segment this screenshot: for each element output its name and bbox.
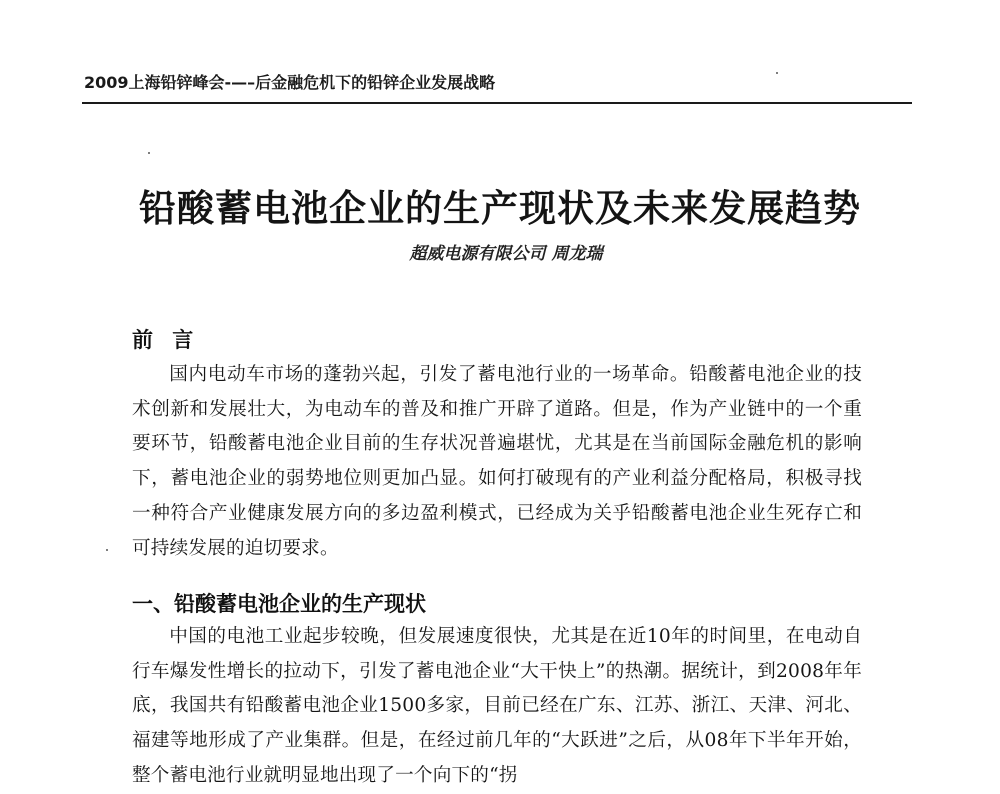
scan-speck — [776, 72, 778, 74]
article-title: 铅酸蓄电池企业的生产现状及未来发展趋势 — [139, 186, 861, 230]
scan-speck — [148, 152, 150, 154]
running-header: 2009上海铅锌峰会-—–后金融危机下的铅锌企业发展战略 — [84, 73, 496, 92]
author-line: 超威电源有限公司 周龙瑞 — [409, 244, 603, 264]
section-heading-preface: 前 言 — [132, 328, 200, 352]
section-heading-production-status: 一、铅酸蓄电池企业的生产现状 — [132, 592, 426, 616]
production-status-paragraph: 中国的电池工业起步较晚，但发展速度很快，尤其是在近10年的时间里，在电动自行车爆发性增长的拉动下，引发了蓄电池企业“大干快上”的热潮。据统计，到2008年年底，我国共有铅酸蓄电池企业1500多家，目前已经在广东、江苏、浙江、天津、河北、福建等地形成了产业集群。但是，在经过前几年的“大跃进”之后，从08年下半年开始，整个蓄电池行业就明显地出现了一个向下的“拐 — [132, 626, 862, 786]
preface-paragraph: 国内电动车市场的蓬勃兴起，引发了蓄电池行业的一场革命。铅酸蓄电池企业的技术创新和发展壮大，为电动车的普及和推广开辟了道路。但是，作为产业链中的一个重要环节，铅酸蓄电池企业目前的生存状况普遍堪忧，尤其是在当前国际金融危机的影响下，蓄电池企业的弱势地位则更加凸显。如何打破现有的产业利益分配格局，积极寻找一种符合产业健康发展方向的多边盈利模式，已经成为关乎铅酸蓄电池企业生死存亡和可持续发展的迫切要求。 — [132, 364, 862, 559]
scan-speck — [106, 549, 108, 551]
header-rule — [82, 102, 912, 104]
